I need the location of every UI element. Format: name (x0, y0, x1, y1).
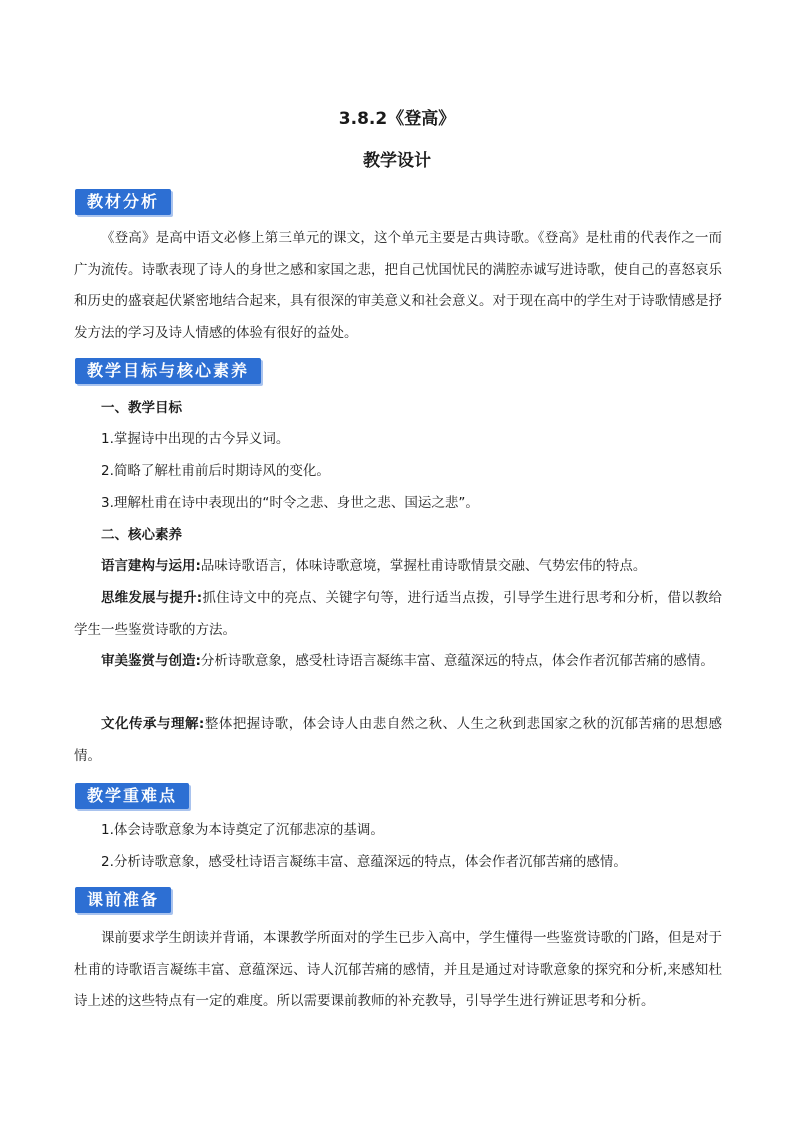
prep-paragraph: 课前要求学生朗读并背诵，本课教学所面对的学生已步入高中，学生懂得一些鉴赏诗歌的门路，但是对于杜甫的诗歌语言凝练丰富、意蕴深远、诗人沉郁苦痛的感情，并且是通过对诗歌意象的探究和分析,来感知杜诗上述的这些特点有一定的难度。所以需要课前教师的补充教导，引导学生进行辨证思考和分析。 (74, 930, 722, 1009)
keypoint-item-2: 2.分析诗歌意象，感受杜诗语言凝练丰富、意蕴深远的特点，体会作者沉郁苦痛的感情。 (101, 854, 627, 870)
literacy-text: 分析诗歌意象，感受杜诗语言凝练丰富、意蕴深远的特点，体会作者沉郁苦痛的感情。 (200, 653, 714, 669)
document-title: 3.8.2《登高》 (338, 109, 456, 129)
literacy-item-aesthetic (74, 646, 722, 678)
section-badge-goals: 教学目标与核心素养 (75, 358, 261, 384)
document-subtitle: 教学设计 (363, 151, 431, 171)
literacy-item-language (74, 551, 722, 583)
literacy-label: 审美鉴赏与创造: (101, 653, 201, 669)
analysis-paragraph: 《登高》是高中语文必修上第三单元的课文，这个单元主要是古典诗歌。《登高》是杜甫的代表作之一而广为流传。诗歌表现了诗人的身世之感和家国之悲，把自己忧国忧民的满腔赤诚写进诗歌，使自己的喜怒哀乐和历史的盛衰起伏紧密地结合起来，具有很深的审美意义和社会意义。对于现在高中的学生对于诗歌情感是抒发方法的学习及诗人情感的体验有很好的益处。 (74, 230, 722, 341)
literacy-label: 文化传承与理解: (101, 716, 205, 732)
literacy-heading: 二、核心素养 (101, 527, 182, 543)
section-badge-keypoints: 教学重难点 (75, 783, 189, 809)
literacy-item-culture (74, 709, 722, 772)
literacy-text: 抓住诗文中的亮点、关键字句等，进行适当点拨，引导学生进行思考和分析，借以教给学生一些鉴赏诗歌的方法。 (74, 590, 723, 638)
goal-item-3: 3.理解杜甫在诗中表现出的“时令之悲、身世之悲、国运之悲”。 (101, 495, 479, 511)
literacy-text: 品味诗歌语言，体味诗歌意境，掌握杜甫诗歌情景交融、气势宏伟的特点。 (200, 558, 647, 574)
literacy-label: 思维发展与提升: (101, 590, 203, 606)
literacy-label: 语言建构与运用: (101, 558, 201, 574)
goals-heading: 一、教学目标 (101, 400, 182, 416)
keypoint-item-1: 1.体会诗歌意象为本诗奠定了沉郁悲凉的基调。 (101, 822, 384, 838)
section-badge-prep: 课前准备 (75, 887, 171, 913)
literacy-text: 整体把握诗歌，体会诗人由悲自然之秋、人生之秋到悲国家之秋的沉郁苦痛的思想感情。 (74, 716, 723, 764)
goal-item-1: 1.掌握诗中出现的古今异义词。 (101, 431, 290, 447)
goal-item-2: 2.简略了解杜甫前后时期诗风的变化。 (101, 463, 330, 479)
literacy-item-thinking (74, 583, 722, 646)
section-badge-analysis: 教材分析 (75, 189, 171, 215)
